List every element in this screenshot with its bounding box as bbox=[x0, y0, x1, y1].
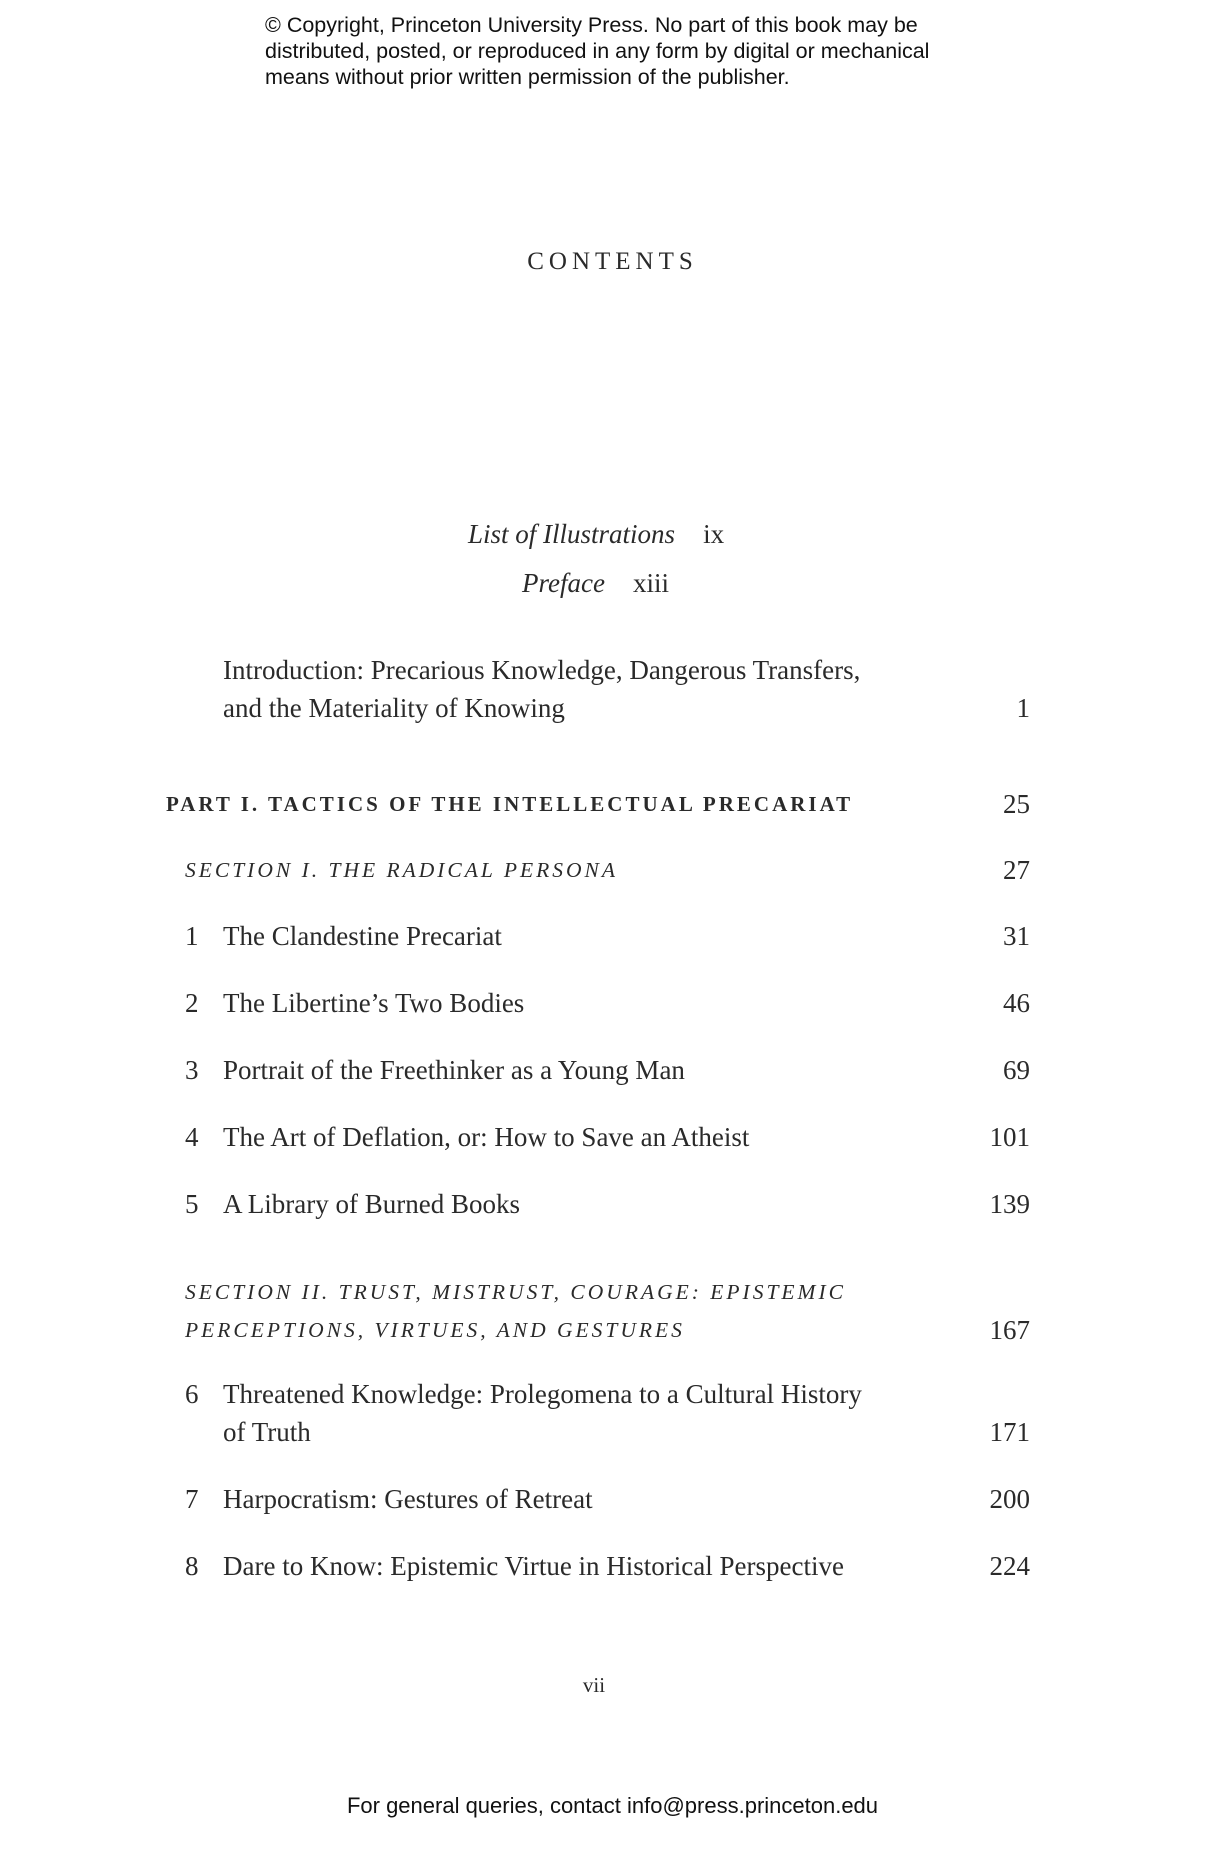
toc-entry-page: 31 bbox=[1003, 921, 1030, 951]
chapter-number: 4 bbox=[185, 1122, 199, 1152]
page-number: vii bbox=[582, 1673, 606, 1697]
toc-chapter[interactable] bbox=[0, 1118, 1225, 1158]
toc-chapter[interactable] bbox=[0, 1547, 1225, 1587]
toc-part-1[interactable] bbox=[0, 785, 1225, 825]
chapter-number: 6 bbox=[185, 1379, 199, 1409]
toc-chapter[interactable] bbox=[0, 1375, 1225, 1455]
chapter-number: 5 bbox=[185, 1189, 199, 1219]
section-heading: SECTION II. TRUST, MISTRUST, COURAGE: EPISTEMIC bbox=[185, 1280, 846, 1304]
section-heading: PERCEPTIONS, VIRTUES, AND GESTURES bbox=[185, 1318, 685, 1342]
toc-entry-page: 101 bbox=[989, 1122, 1030, 1152]
copyright-line: means without prior written permission of the publisher. bbox=[265, 65, 790, 89]
toc-front-matter-preface[interactable] bbox=[522, 567, 669, 599]
chapter-title: The Libertine’s Two Bodies bbox=[223, 988, 525, 1018]
front-matter-page: ix bbox=[703, 519, 725, 549]
toc-entry-page: 1 bbox=[1016, 693, 1030, 723]
toc-section-2[interactable] bbox=[0, 1273, 1225, 1353]
front-matter-label: List of Illustrations bbox=[468, 519, 676, 549]
toc-entry-page: 27 bbox=[1003, 855, 1030, 885]
toc-entry-page: 200 bbox=[989, 1484, 1030, 1514]
toc-introduction[interactable] bbox=[0, 651, 1225, 731]
front-matter-page: xiii bbox=[632, 568, 669, 598]
section-heading: SECTION I. THE RADICAL PERSONA bbox=[185, 858, 619, 882]
toc-chapter[interactable] bbox=[0, 1185, 1225, 1225]
front-matter-label: Preface bbox=[522, 568, 605, 598]
toc-chapter[interactable] bbox=[0, 1480, 1225, 1520]
toc-front-matter-illustrations[interactable] bbox=[468, 518, 724, 550]
copyright-line: © Copyright, Princeton University Press. No part of this book may be bbox=[265, 13, 918, 37]
chapter-title: The Clandestine Precariat bbox=[223, 921, 502, 951]
toc-entry-title: Introduction: Precarious Knowledge, Dangerous Transfers, bbox=[223, 655, 861, 685]
toc-entry-page: 69 bbox=[1003, 1055, 1030, 1085]
chapter-number: 8 bbox=[185, 1551, 199, 1581]
toc-chapter[interactable] bbox=[0, 984, 1225, 1024]
toc-entry-page: 167 bbox=[989, 1315, 1030, 1345]
chapter-number: 7 bbox=[185, 1484, 199, 1514]
chapter-title: Harpocratism: Gestures of Retreat bbox=[223, 1484, 593, 1514]
toc-chapter[interactable] bbox=[0, 917, 1225, 957]
copyright-line: distributed, posted, or reproduced in any form by digital or mechanical bbox=[265, 39, 930, 63]
chapter-title: Threatened Knowledge: Prolegomena to a Cultural History bbox=[223, 1379, 862, 1409]
toc-entry-page: 171 bbox=[989, 1417, 1030, 1447]
toc-entry-page: 25 bbox=[1003, 789, 1030, 819]
chapter-title: of Truth bbox=[223, 1417, 311, 1447]
chapter-title: Portrait of the Freethinker as a Young Man bbox=[223, 1055, 685, 1085]
footer-contact: For general queries, contact info@press.princeton.edu bbox=[346, 1793, 879, 1818]
chapter-title: A Library of Burned Books bbox=[223, 1189, 520, 1219]
copyright-notice bbox=[265, 12, 1025, 90]
toc-entry-page: 139 bbox=[989, 1189, 1030, 1219]
toc-section-1[interactable] bbox=[0, 851, 1225, 891]
toc-entry-title: and the Materiality of Knowing bbox=[223, 693, 565, 723]
page-title: CONTENTS bbox=[527, 248, 698, 275]
toc-entry-page: 224 bbox=[989, 1551, 1030, 1581]
part-heading: PART I. TACTICS OF THE INTELLECTUAL PRECARIAT bbox=[166, 792, 854, 816]
chapter-title: Dare to Know: Epistemic Virtue in Historical Perspective bbox=[223, 1551, 844, 1581]
toc-chapter[interactable] bbox=[0, 1051, 1225, 1091]
chapter-number: 1 bbox=[185, 921, 199, 951]
toc-entry-page: 46 bbox=[1003, 988, 1030, 1018]
chapter-title: The Art of Deflation, or: How to Save an Atheist bbox=[223, 1122, 750, 1152]
chapter-number: 2 bbox=[185, 988, 199, 1018]
chapter-number: 3 bbox=[185, 1055, 199, 1085]
